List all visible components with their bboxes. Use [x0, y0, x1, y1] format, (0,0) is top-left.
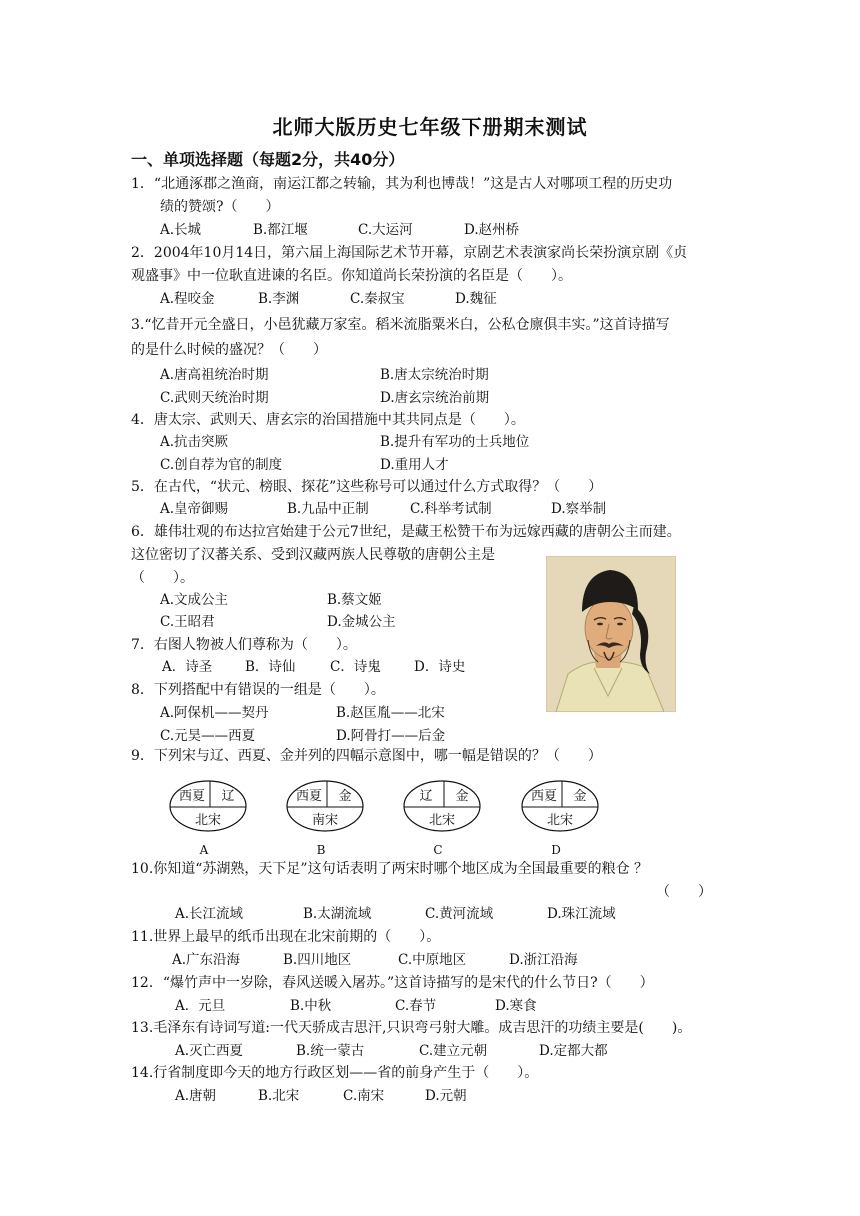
q9-regime-diagrams: [160, 770, 660, 860]
q2-option-b: B.李渊: [258, 291, 300, 307]
q1-stem-line1: 1．“北通涿郡之渔商，南运江都之转输，其为利也博哉！”这是古人对哪项工程的历史功: [131, 176, 673, 192]
q2-stem-line1: 2．2004年10月14日，第六届上海国际艺术节开幕，京剧艺术表演家尚长荣扮演京剧《贞: [131, 245, 688, 261]
q12-option-a: A．元旦: [175, 998, 226, 1014]
q9-stem: 9．下列宋与辽、西夏、金并列的四幅示意图中，哪一幅是错误的？（ ）: [131, 748, 602, 764]
section-heading: 一、单项选择题（每题2分，共40分）: [131, 150, 405, 169]
q12-option-d: D.寒食: [495, 998, 537, 1014]
q9-diagram-d-bottom-label: 北宋: [546, 813, 574, 828]
q12-option-c: C.春节: [395, 998, 437, 1014]
q1-stem-line2: 绩的赞颂?（ ）: [160, 199, 280, 215]
q1-option-a: A.长城: [160, 222, 202, 238]
q12-option-b: B.中秋: [290, 998, 332, 1014]
q12-stem: 12．“爆竹声中一岁除，春风送暖入屠苏。”这首诗描写的是宋代的什么节日?（ ）: [131, 975, 654, 991]
q13-option-d: D.定都大都: [539, 1043, 608, 1059]
q9-diagram-b-bottom-label: 南宋: [311, 813, 339, 828]
page-title: 北师大版历史七年级下册期末测试: [272, 115, 588, 139]
q13-option-c: C.建立元朝: [419, 1043, 488, 1059]
q8-option-b: B.赵匡胤——北宋: [336, 705, 445, 721]
q8-option-c: C.元昊——西夏: [160, 728, 256, 744]
q9-diagram-a-bottom-label: 北宋: [194, 813, 222, 828]
q11-option-d: D.浙江沿海: [509, 952, 578, 968]
q3-option-d: D.唐玄宗统治前期: [380, 390, 490, 406]
q10-stem-line2: （ ）: [656, 884, 712, 900]
q6-stem-line2: 这位密切了汉蕃关系、受到汉藏两族人民尊敬的唐朝公主是: [131, 547, 495, 563]
q8-option-d: D.阿骨打——后金: [336, 728, 446, 744]
q9-diagram-d-left-label: 西夏: [530, 789, 558, 804]
q3-option-a: A.唐高祖统治时期: [160, 367, 269, 383]
q10-option-c: C.黄河流域: [425, 906, 494, 922]
q3-option-c: C.武则天统治时期: [160, 390, 269, 406]
q7-option-d: D．诗史: [414, 659, 466, 675]
q10-option-a: A.长江流域: [175, 906, 244, 922]
q10-stem: 10.你知道“苏湖熟，天下足”这句话表明了两宋时哪个地区成为全国最重要的粮仓 ？: [131, 861, 649, 877]
q6-option-c: C.王昭君: [160, 614, 215, 630]
q9-diagram-b-letter: B: [316, 843, 326, 857]
q9-diagram-b-left-label: 西夏: [295, 789, 323, 804]
q2-stem-line2: 观盛事》中一位耿直进谏的名臣。你知道尚长荣扮演的名臣是（ ）。: [131, 268, 572, 284]
q9-diagram-a-left-label: 西夏: [178, 789, 206, 804]
q9-diagram-b-right-label: 金: [338, 789, 352, 804]
q5-option-b: B.九品中正制: [287, 501, 369, 517]
q9-diagram-c-letter: C: [433, 843, 443, 857]
q11-option-a: A.广东沿海: [172, 952, 241, 968]
q10-option-d: D.珠江流域: [547, 906, 616, 922]
q3-option-b: B.唐太宗统治时期: [380, 367, 489, 383]
q9-diagram-d-letter: D: [551, 843, 561, 857]
q6-stem-line1: 6．雄伟壮观的布达拉宫始建于公元7世纪，是藏王松赞干布为远嫁西藏的唐朝公主而建。: [131, 524, 681, 540]
q4-stem: 4．唐太宗、武则天、唐玄宗的治国措施中其共同点是（ ）。: [131, 412, 525, 428]
q4-option-b: B.提升有军功的士兵地位: [380, 434, 530, 450]
q6-option-a: A.文成公主: [160, 592, 229, 608]
q2-option-c: C.秦叔宝: [350, 291, 405, 307]
q6-option-d: D.金城公主: [327, 614, 396, 630]
q8-stem: 8．下列搭配中有错误的一组是（ ）。: [131, 682, 385, 698]
q14-stem: 14.行省制度即今天的地方行政区划——省的前身产生于（ ）。: [131, 1065, 539, 1081]
q14-option-a: A.唐朝: [175, 1088, 217, 1104]
q3-stem-line1: 3.“忆昔开元全盛日，小邑犹藏万家室。稻米流脂粟米白，公私仓廪俱丰实。”这首诗描写: [131, 317, 670, 333]
q1-option-c: C.大运河: [358, 222, 413, 238]
q3-stem-line2: 的是什么时候的盛况？（ ）: [131, 342, 327, 358]
q4-option-d: D.重用人才: [380, 457, 449, 473]
q5-option-d: D.察举制: [551, 501, 607, 517]
q10-option-b: B.太湖流域: [303, 906, 372, 922]
q5-option-a: A.皇帝御赐: [160, 501, 229, 517]
q2-option-d: D.魏征: [455, 291, 497, 307]
q14-option-c: C.南宋: [343, 1088, 385, 1104]
q8-option-a: A.阿保机——契丹: [160, 705, 269, 721]
q5-stem: 5．在古代，“状元、榜眼、探花”这些称号可以通过什么方式取得？（ ）: [131, 479, 603, 495]
q13-stem: 13.毛泽东有诗词写道:一代天骄成吉思汗,只识弯弓射大雕。成吉思汗的功绩主要是( )。: [131, 1020, 692, 1036]
q9-diagram-a-letter: A: [199, 843, 209, 857]
q14-option-d: D.元朝: [425, 1088, 467, 1104]
q5-option-c: C.科举考试制: [410, 501, 492, 517]
q6-stem-line3: （ ）。: [131, 570, 194, 586]
q11-option-c: C.中原地区: [398, 952, 467, 968]
poet-portrait-image: [546, 556, 676, 712]
q4-option-c: C.创自荐为官的制度: [160, 457, 283, 473]
q1-option-b: B.都江堰: [253, 222, 308, 238]
q11-stem: 11.世界上最早的纸币出现在北宋前期的（ ）。: [131, 929, 441, 945]
q13-option-b: B.统一蒙古: [296, 1043, 365, 1059]
q7-stem: 7．右图人物被人们尊称为（ ）。: [131, 637, 357, 653]
q9-diagram-c-right-label: 金: [455, 789, 469, 804]
q6-option-b: B.蔡文姬: [327, 592, 382, 608]
q9-diagram-a-right-label: 辽: [221, 789, 235, 804]
q9-diagram-c-bottom-label: 北宋: [428, 813, 456, 828]
q14-option-b: B.北宋: [258, 1088, 300, 1104]
q13-option-a: A.灭亡西夏: [175, 1043, 244, 1059]
q2-option-a: A.程咬金: [160, 291, 215, 307]
q1-option-d: D.赵州桥: [464, 222, 520, 238]
q7-option-b: B．诗仙: [245, 659, 296, 675]
q11-option-b: B.四川地区: [283, 952, 352, 968]
q4-option-a: A.抗击突厥: [160, 434, 229, 450]
q7-option-c: C．诗鬼: [330, 659, 381, 675]
q9-diagram-d-right-label: 金: [573, 789, 587, 804]
q9-diagram-c-left-label: 辽: [419, 789, 433, 804]
q7-option-a: A．诗圣: [162, 659, 213, 675]
